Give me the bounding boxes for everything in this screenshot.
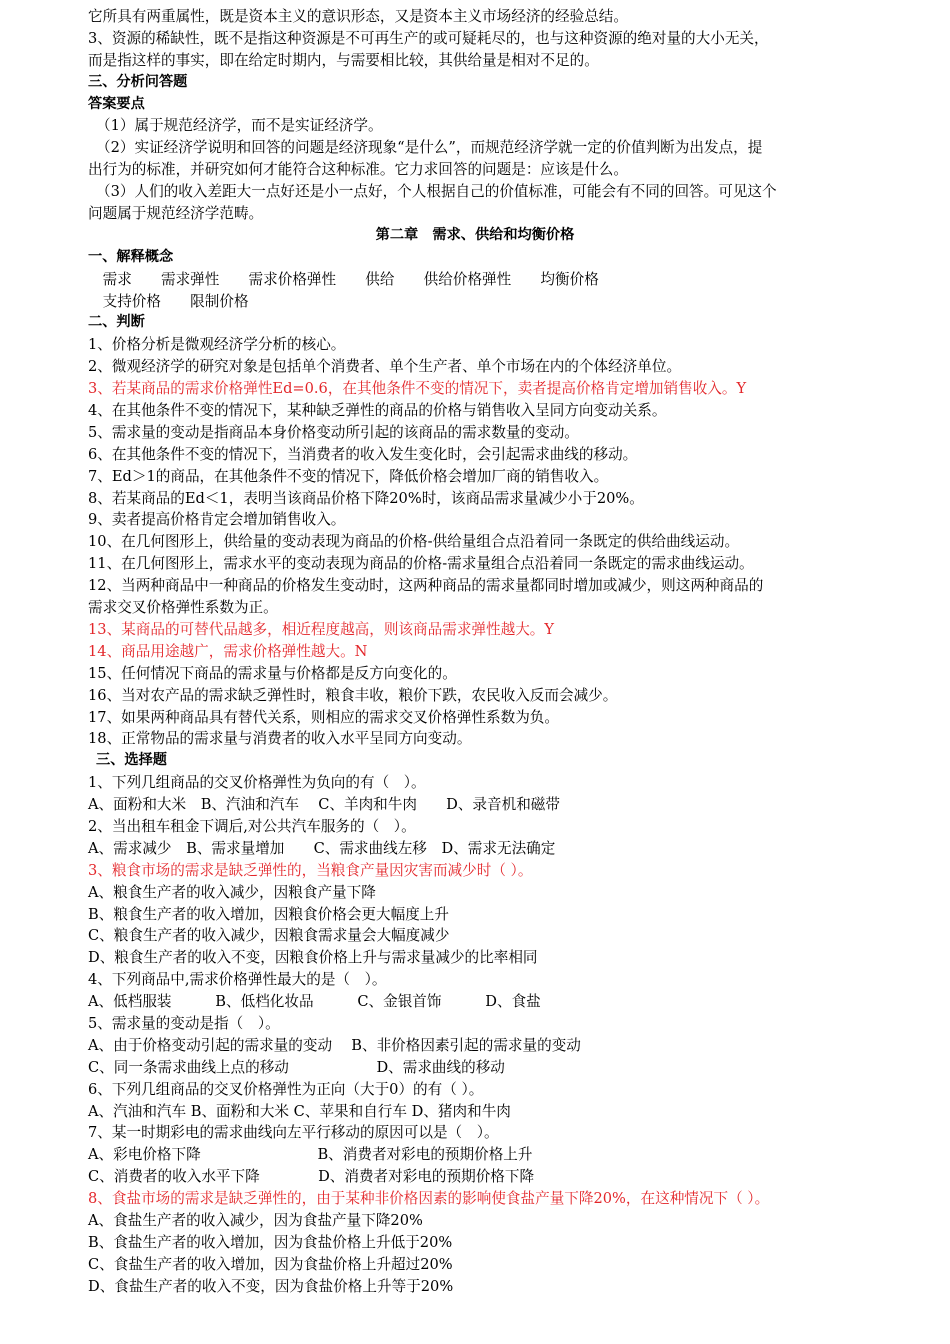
document-page — [0, 6, 950, 1298]
text-line: 3、资源的稀缺性，既不是指这种资源是不可再生产的或可疑耗尽的，也与这种资源的绝对量的大小无关， — [88, 29, 769, 47]
text-line: A、汽油和汽车 B、面粉和大米 C、苹果和自行车 D、猪肉和牛肉 — [88, 1102, 511, 1120]
text-line: 5、需求量的变动是指商品本身价格变动所引起的该商品的需求数量的变动。 — [88, 423, 579, 441]
text-line: 出行为的标准，并研究如何才能符合这种标准。它力求回答的问题是：应该是什么。 — [88, 161, 628, 179]
text-line: （1）属于规范经济学，而不是实证经济学。 — [96, 117, 383, 135]
text-line: 5、需求量的变动是指（ ）。 — [88, 1014, 280, 1032]
highlighted-question: 3、若某商品的需求价格弹性Ed=0.6，在其他条件不变的情况下，卖者提高价格肯定增加销售收入。Y — [88, 380, 747, 398]
text-line: 支持价格 限制价格 — [88, 292, 249, 310]
highlighted-question: 3、粮食市场的需求是缺乏弹性的，当粮食产量因灾害而减少时（ ）。 — [88, 861, 533, 879]
text-line: 它所具有两重属性，既是资本主义的意识形态，又是资本主义市场经济的经验总结。 — [88, 8, 628, 25]
text-line: A、食盐生产者的收入减少，因为食盐产量下降20% — [88, 1211, 423, 1229]
text-line: 需求交叉价格弹性系数为正。 — [88, 599, 278, 617]
text-line: 4、在其他条件不变的情况下，某种缺乏弹性的商品的价格与销售收入呈同方向变动关系。 — [88, 402, 667, 420]
text-line: A、粮食生产者的收入减少，因粮食产量下降 — [88, 883, 376, 901]
section-heading: 三、分析问答题 — [88, 73, 188, 90]
text-line: C、粮食生产者的收入减少，因粮食需求量会大幅度减少 — [88, 927, 450, 945]
text-line: 1、下列几组商品的交叉价格弹性为负向的有（ ）。 — [88, 774, 426, 792]
text-line: 1、价格分析是微观经济学分析的核心。 — [88, 336, 346, 354]
section-heading: 三、选择题 — [96, 752, 167, 769]
text-line: 17、如果两种商品具有替代关系，则相应的需求交叉价格弹性系数为负。 — [88, 708, 559, 726]
text-line: 12、当两种商品中一种商品的价格发生变动时，这两种商品的需求量都同时增加或减少，则这两种商品的 — [88, 577, 764, 595]
text-line: 2、当出租车租金下调后,对公共汽车服务的（ ）。 — [88, 817, 416, 835]
text-line: 而是指这样的事实，即在给定时期内，与需要相比较，其供给量是相对不足的。 — [88, 51, 599, 69]
text-line: （2）实证经济学说明和回答的问题是经济现象“是什么”，而规范经济学就一定的价值判断为出发点，提 — [96, 139, 763, 157]
section-heading: 一、解释概念 — [88, 248, 174, 265]
text-line: A、彩电价格下降 B、消费者对彩电的预期价格上升 — [88, 1146, 533, 1164]
text-line: A、低档服装 B、低档化妆品 C、金银首饰 D、食盐 — [88, 993, 541, 1011]
text-line: 2、微观经济学的研究对象是包括单个消费者、单个生产者、单个市场在内的个体经济单位。 — [88, 358, 682, 376]
highlighted-question: 8、食盐市场的需求是缺乏弹性的，由于某种非价格因素的影响使食盐产量下降20%，在这种情况下（ ）。 — [88, 1190, 770, 1208]
highlighted-question: 13、某商品的可替代品越多，相近程度越高，则该商品需求弹性越大。Y — [88, 620, 555, 638]
text-line: B、粮食生产者的收入增加，因粮食价格会更大幅度上升 — [88, 905, 449, 923]
text-line: C、同一条需求曲线上点的移动 D、需求曲线的移动 — [88, 1058, 505, 1076]
text-line: 需求 需求弹性 需求价格弹性 供给 供给价格弹性 均衡价格 — [88, 270, 599, 288]
text-line: 16、当对农产品的需求缺乏弹性时，粮食丰收，粮价下跌，农民收入反而会减少。 — [88, 686, 618, 704]
text-line: （3）人们的收入差距大一点好还是小一点好，个人根据自己的价值标准，可能会有不同的回答。可见这个 — [96, 183, 777, 201]
text-line: 6、下列几组商品的交叉价格弹性为正向（大于0）的有（ ）。 — [88, 1080, 484, 1098]
text-line: A、面粉和大米 B、汽油和汽车 C、羊肉和牛肉 D、录音机和磁带 — [88, 796, 560, 814]
text-line: A、需求减少 B、需求量增加 C、需求曲线左移 D、需求无法确定 — [88, 839, 556, 857]
highlighted-question: 14、商品用途越广，需求价格弹性越大。N — [88, 642, 368, 660]
text-line: 11、在几何图形上，需求水平的变动表现为商品的价格-需求量组合点沿着同一条既定的需求曲线运动。 — [88, 555, 754, 573]
text-line: 18、正常物品的需求量与消费者的收入水平呈同方向变动。 — [88, 730, 472, 748]
chapter-title: 第二章 需求、供给和均衡价格 — [375, 226, 575, 243]
text-line: 8、若某商品的Ed＜1，表明当该商品价格下降20%时，该商品需求量减少小于20%。 — [88, 489, 644, 507]
text-line: 问题属于规范经济学范畴。 — [88, 205, 264, 223]
text-line: 6、在其他条件不变的情况下，当消费者的收入发生变化时，会引起需求曲线的移动。 — [88, 445, 638, 463]
text-line: 10、在几何图形上，供给量的变动表现为商品的价格-供给量组合点沿着同一条既定的供给曲线运动。 — [88, 533, 740, 551]
text-line: D、粮食生产者的收入不变，因粮食价格上升与需求量减少的比率相同 — [88, 949, 538, 967]
text-line: 15、任何情况下商品的需求量与价格都是反方向变化的。 — [88, 664, 457, 682]
text-line: 7、Ed＞1的商品，在其他条件不变的情况下，降低价格会增加厂商的销售收入。 — [88, 467, 609, 485]
text-line: B、食盐生产者的收入增加，因为食盐价格上升低于20% — [88, 1233, 453, 1251]
text-line: D、食盐生产者的收入不变，因为食盐价格上升等于20% — [88, 1277, 454, 1295]
text-line: A、由于价格变动引起的需求量的变动 B、非价格因素引起的需求量的变动 — [88, 1036, 581, 1054]
text-line: 4、下列商品中,需求价格弹性最大的是（ ）。 — [88, 971, 387, 989]
text-line: 9、卖者提高价格肯定会增加销售收入。 — [88, 511, 346, 529]
text-line: 7、某一时期彩电的需求曲线向左平行移动的原因可以是（ ）。 — [88, 1124, 499, 1142]
text-line: C、消费者的收入水平下降 D、消费者对彩电的预期价格下降 — [88, 1168, 535, 1186]
text-line: C、食盐生产者的收入增加，因为食盐价格上升超过20% — [88, 1255, 453, 1273]
section-heading: 二、判断 — [88, 314, 145, 331]
section-heading: 答案要点 — [88, 95, 145, 112]
